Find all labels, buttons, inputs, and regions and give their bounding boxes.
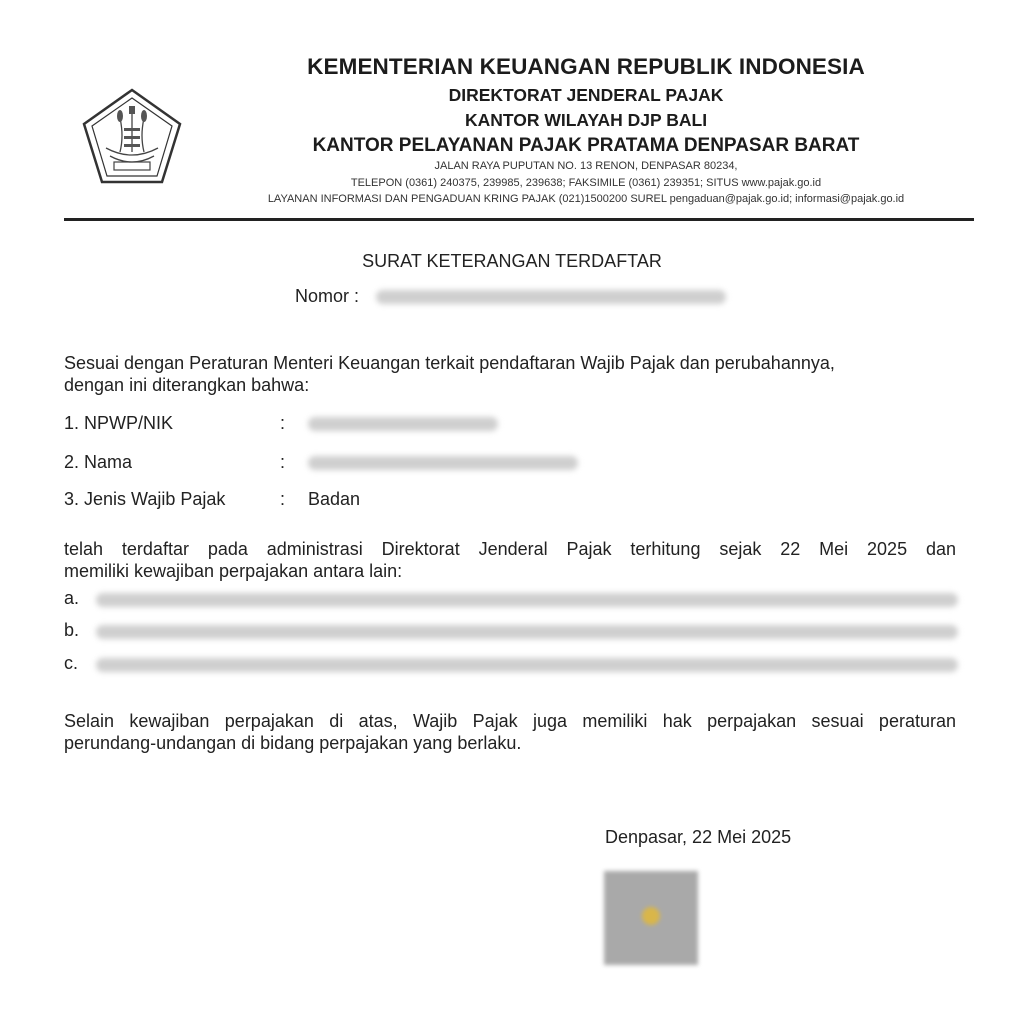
field-jenis-colon: : — [280, 489, 286, 509]
letterhead-divider — [64, 218, 974, 221]
registration-line-1: telah terdaftar pada administrasi Direktorat Jenderal Pajak terhitung sejak 22 Mei 2025 dan — [64, 539, 956, 559]
closing-paragraph — [64, 710, 956, 754]
registration-paragraph — [64, 538, 956, 582]
complaint-info: LAYANAN INFORMASI DAN PENGADUAN KRING PAJAK (021)1500200 SUREL pengaduan@pajak.go.id; informasi@pajak.go.id — [267, 193, 905, 205]
obligation-marker: c. — [64, 653, 79, 673]
field-nama-redacted — [308, 456, 578, 470]
qr-emblem-icon — [642, 907, 660, 925]
intro-paragraph — [64, 352, 964, 396]
field-nama-label: 2. Nama — [64, 452, 133, 472]
document-number-redacted — [376, 290, 726, 304]
office-address: JALAN RAYA PUPUTAN NO. 13 RENON, DENPASAR 80234, — [434, 160, 738, 172]
place-date: Denpasar, 22 Mei 2025 — [605, 827, 792, 847]
intro-line-1: Sesuai dengan Peraturan Menteri Keuangan terkait pendaftaran Wajib Pajak dan perubahannya, — [64, 353, 835, 373]
field-jenis-label: 3. Jenis Wajib Pajak — [64, 489, 226, 509]
field-npwp-label: 1. NPWP/NIK — [64, 413, 174, 433]
field-nama-colon: : — [280, 452, 286, 472]
intro-line-2: dengan ini diterangkan bahwa: — [64, 375, 310, 395]
qr-signature-icon — [604, 871, 698, 965]
regional-office-name: KANTOR WILAYAH DJP BALI — [464, 110, 708, 130]
obligation-text-redacted — [96, 593, 958, 607]
obligation-text-redacted — [96, 625, 958, 639]
document-title: SURAT KETERANGAN TERDAFTAR — [362, 251, 662, 271]
obligation-marker: b. — [64, 620, 80, 640]
field-jenis-value: Badan — [308, 489, 361, 509]
closing-line-2: perundang-undangan di bidang perpajakan yang berlaku. — [64, 733, 522, 753]
directorate-name: DIREKTORAT JENDERAL PAJAK — [448, 85, 724, 105]
document-number-label: Nomor : — [295, 286, 360, 306]
field-npwp-redacted — [308, 417, 498, 431]
service-office-name: KANTOR PELAYANAN PAJAK PRATAMA DENPASAR BARAT — [312, 135, 860, 156]
closing-line-1: Selain kewajiban perpajakan di atas, Wajib Pajak juga memiliki hak perpajakan sesuai peraturan — [64, 711, 956, 731]
registration-line-2: memiliki kewajiban perpajakan antara lain: — [64, 561, 403, 581]
obligation-text-redacted — [96, 658, 958, 672]
obligation-marker: a. — [64, 588, 80, 608]
field-npwp-colon: : — [280, 413, 286, 433]
office-contact: TELEPON (0361) 240375, 239985, 239638; FAKSIMILE (0361) 239351; SITUS www.pajak.go.id — [350, 177, 822, 189]
ministry-name: KEMENTERIAN KEUANGAN REPUBLIK INDONESIA — [307, 54, 865, 79]
ministry-emblem-icon — [80, 86, 184, 186]
